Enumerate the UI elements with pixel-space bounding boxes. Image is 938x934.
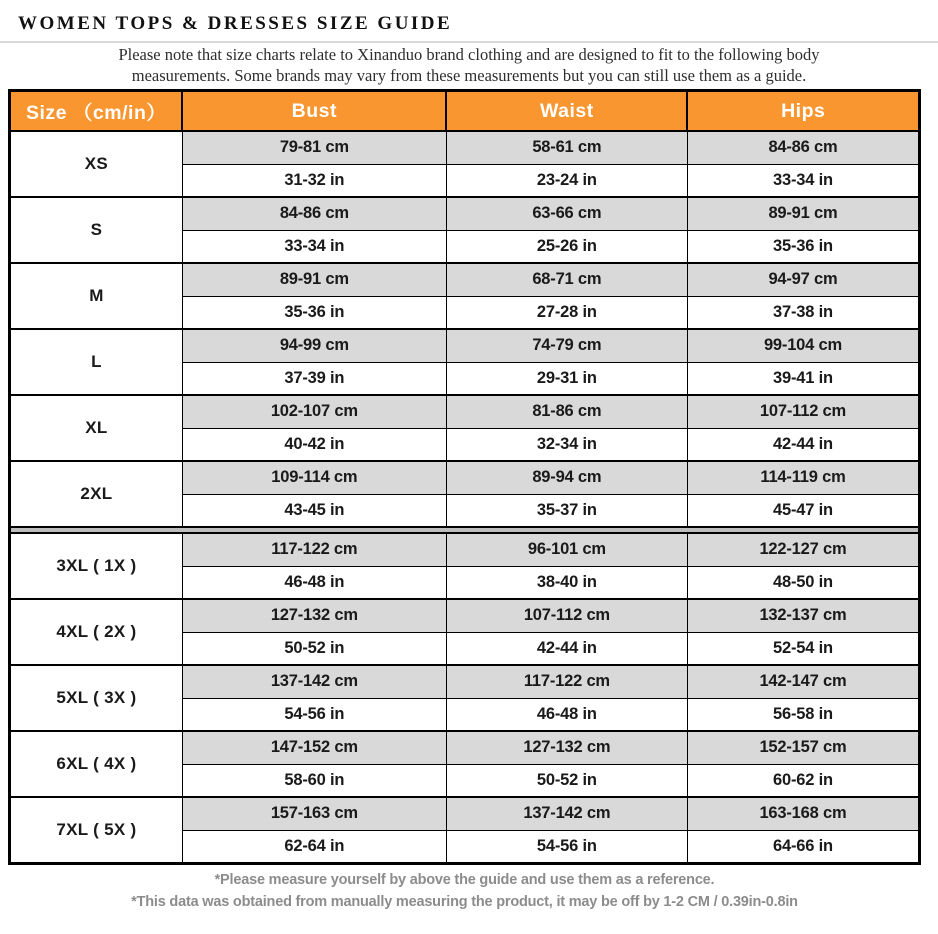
column-header-hips: Hips (687, 91, 919, 132)
footnote-measure-reference: *Please measure yourself by above the guide and use them as a reference. (214, 872, 715, 888)
footnote-tolerance: *This data was obtained from manually measuring the product, it may be off by 1-2 CM / 0.39in-0.8in (131, 894, 798, 910)
size-guide-table (8, 89, 921, 865)
page-title: WOMEN TOPS & DRESSES SIZE GUIDE (18, 13, 453, 34)
size-label-cell: 7XL ( 5X ) (10, 797, 183, 864)
table-row-cm (10, 263, 920, 296)
note-line-1: Please note that size charts relate to Xinanduo brand clothing and are designed to fit to the following body (118, 45, 820, 64)
measurement-cell-cm: 147-152 cm (182, 731, 446, 764)
measurement-cell-cm: 102-107 cm (182, 395, 446, 428)
table-row-cm (10, 599, 920, 632)
measurement-cell-in: 56-58 in (687, 698, 919, 731)
table-row-cm (10, 665, 920, 698)
measurement-cell-cm: 117-122 cm (446, 665, 687, 698)
measurement-cell-in: 58-60 in (182, 764, 446, 797)
measurement-cell-cm: 107-112 cm (687, 395, 919, 428)
measurement-cell-cm: 68-71 cm (446, 263, 687, 296)
measurement-cell-cm: 63-66 cm (446, 197, 687, 230)
measurement-cell-cm: 163-168 cm (687, 797, 919, 830)
measurement-cell-cm: 74-79 cm (446, 329, 687, 362)
measurement-cell-in: 54-56 in (446, 830, 687, 864)
table-row-cm (10, 329, 920, 362)
measurement-cell-cm: 117-122 cm (182, 533, 446, 566)
measurement-cell-in: 45-47 in (687, 494, 919, 527)
measurement-cell-in: 46-48 in (446, 698, 687, 731)
size-label-cell: 5XL ( 3X ) (10, 665, 183, 731)
measurement-cell-cm: 122-127 cm (687, 533, 919, 566)
note-line-2: measurements. Some brands may vary from these measurements but you can still use them as a guide. (131, 66, 807, 85)
measurement-cell-in: 43-45 in (182, 494, 446, 527)
size-label-cell: L (10, 329, 183, 395)
measurement-cell-cm: 109-114 cm (182, 461, 446, 494)
measurement-cell-cm: 89-91 cm (687, 197, 919, 230)
size-label-cell: XL (10, 395, 183, 461)
column-header-bust: Bust (182, 91, 446, 132)
measurement-cell-in: 50-52 in (182, 632, 446, 665)
measurement-cell-cm: 152-157 cm (687, 731, 919, 764)
table-row-cm (10, 131, 920, 164)
measurement-cell-in: 50-52 in (446, 764, 687, 797)
table-row-cm (10, 395, 920, 428)
footnotes (8, 869, 921, 913)
measurement-cell-cm: 89-91 cm (182, 263, 446, 296)
table-row-cm (10, 731, 920, 764)
table-header-row (10, 91, 920, 132)
measurement-cell-in: 31-32 in (182, 164, 446, 197)
measurement-cell-in: 39-41 in (687, 362, 919, 395)
measurement-cell-cm: 142-147 cm (687, 665, 919, 698)
note-text (4, 44, 934, 86)
size-label-cell: 2XL (10, 461, 183, 527)
measurement-cell-in: 35-37 in (446, 494, 687, 527)
measurement-cell-in: 35-36 in (182, 296, 446, 329)
measurement-cell-cm: 132-137 cm (687, 599, 919, 632)
measurement-cell-in: 27-28 in (446, 296, 687, 329)
measurement-cell-cm: 114-119 cm (687, 461, 919, 494)
table-row-cm (10, 797, 920, 830)
measurement-cell-in: 38-40 in (446, 566, 687, 599)
size-label-cell: M (10, 263, 183, 329)
table-row-cm (10, 197, 920, 230)
measurement-cell-in: 23-24 in (446, 164, 687, 197)
column-header-waist: Waist (446, 91, 687, 132)
column-header-size: Size （cm/in） (10, 91, 183, 132)
measurement-cell-in: 52-54 in (687, 632, 919, 665)
measurement-cell-cm: 137-142 cm (446, 797, 687, 830)
measurement-cell-in: 37-38 in (687, 296, 919, 329)
measurement-cell-cm: 79-81 cm (182, 131, 446, 164)
measurement-cell-in: 35-36 in (687, 230, 919, 263)
measurement-cell-cm: 94-97 cm (687, 263, 919, 296)
measurement-cell-in: 62-64 in (182, 830, 446, 864)
size-label-cell: 6XL ( 4X ) (10, 731, 183, 797)
measurement-cell-cm: 94-99 cm (182, 329, 446, 362)
measurement-cell-in: 64-66 in (687, 830, 919, 864)
measurement-cell-in: 60-62 in (687, 764, 919, 797)
measurement-cell-in: 37-39 in (182, 362, 446, 395)
measurement-cell-in: 46-48 in (182, 566, 446, 599)
measurement-cell-in: 48-50 in (687, 566, 919, 599)
measurement-cell-in: 25-26 in (446, 230, 687, 263)
measurement-cell-cm: 84-86 cm (182, 197, 446, 230)
size-table-body (10, 131, 920, 864)
measurement-cell-in: 29-31 in (446, 362, 687, 395)
measurement-cell-cm: 96-101 cm (446, 533, 687, 566)
size-label-cell: 3XL ( 1X ) (10, 533, 183, 599)
measurement-cell-in: 42-44 in (446, 632, 687, 665)
measurement-cell-cm: 84-86 cm (687, 131, 919, 164)
measurement-cell-cm: 89-94 cm (446, 461, 687, 494)
measurement-cell-in: 33-34 in (182, 230, 446, 263)
measurement-cell-cm: 58-61 cm (446, 131, 687, 164)
measurement-cell-cm: 127-132 cm (446, 731, 687, 764)
measurement-cell-cm: 107-112 cm (446, 599, 687, 632)
size-label-cell: 4XL ( 2X ) (10, 599, 183, 665)
measurement-cell-cm: 99-104 cm (687, 329, 919, 362)
table-row-cm (10, 461, 920, 494)
measurement-cell-cm: 137-142 cm (182, 665, 446, 698)
measurement-cell-in: 32-34 in (446, 428, 687, 461)
measurement-cell-cm: 127-132 cm (182, 599, 446, 632)
title-divider-rule (0, 41, 938, 43)
size-label-cell: XS (10, 131, 183, 197)
measurement-cell-in: 40-42 in (182, 428, 446, 461)
measurement-cell-in: 54-56 in (182, 698, 446, 731)
measurement-cell-cm: 81-86 cm (446, 395, 687, 428)
measurement-cell-in: 42-44 in (687, 428, 919, 461)
measurement-cell-cm: 157-163 cm (182, 797, 446, 830)
size-label-cell: S (10, 197, 183, 263)
table-row-cm (10, 533, 920, 566)
measurement-cell-in: 33-34 in (687, 164, 919, 197)
